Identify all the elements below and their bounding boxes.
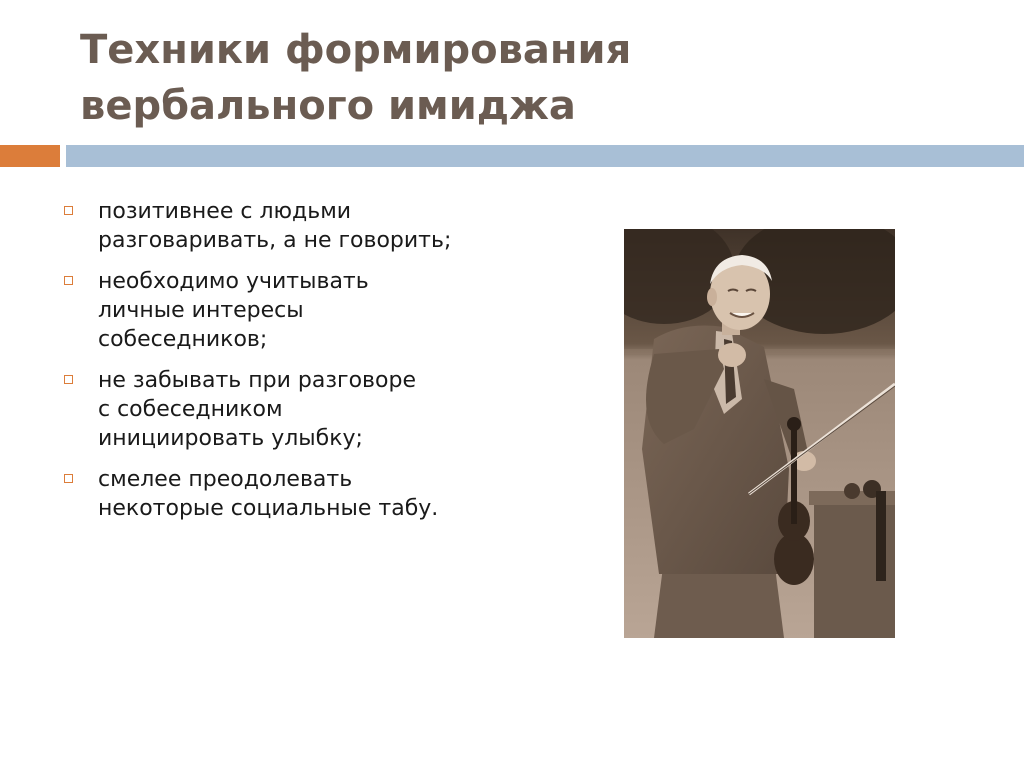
bullet-item (60, 197, 530, 255)
bullet-item (60, 366, 530, 453)
hollow-square-icon (64, 474, 73, 483)
slide-title-line-1: Техники формирования (80, 27, 632, 73)
hollow-square-icon (64, 276, 73, 285)
bullet-item (60, 267, 530, 354)
slide-title-line-2: вербального имиджа (80, 83, 576, 129)
slide-title (80, 22, 980, 134)
hollow-square-icon (64, 206, 73, 215)
bullet-list (60, 197, 530, 535)
bullet-text: не забывать при разговоре с собеседником инициировать улыбку; (98, 368, 416, 451)
accent-bar-orange (0, 145, 60, 167)
accent-bar-blue (66, 145, 1024, 167)
bullet-text: позитивнее с людьми разговаривать, а не говорить; (98, 199, 452, 253)
bullet-text: необходимо учитывать личные интересы собеседников; (98, 269, 369, 352)
photo-violinist (624, 229, 895, 638)
bullet-text: смелее преодолевать некоторые социальные табу. (98, 467, 439, 521)
hollow-square-icon (64, 375, 73, 384)
bullet-item (60, 465, 530, 523)
